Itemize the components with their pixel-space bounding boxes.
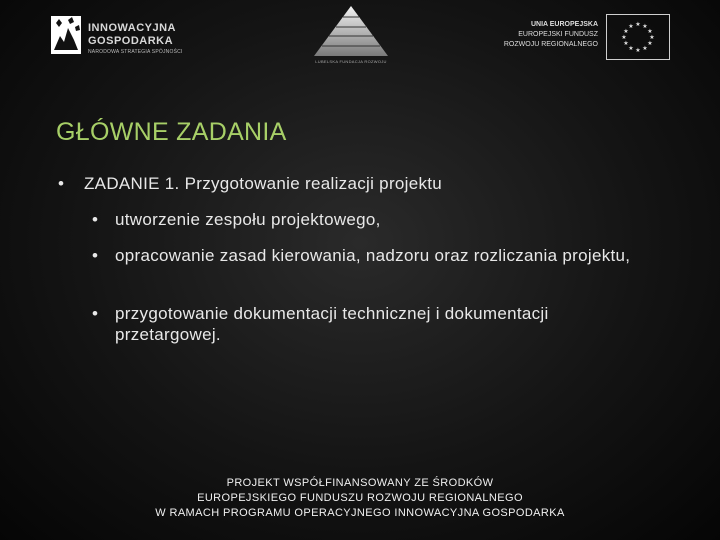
innowacyjna-gospodarka-logo <box>50 14 200 62</box>
sub-bullet-text: utworzenie zespołu projektowego, <box>115 210 381 229</box>
svg-text:★: ★ <box>642 23 648 30</box>
svg-text:★: ★ <box>647 28 653 35</box>
bullet-dot-icon: • <box>92 210 99 229</box>
sub-bullet-text: opracowanie zasad kierowania, nadzoru oraz rozliczania projektu, <box>115 246 631 265</box>
footer-note <box>110 476 610 521</box>
pyramid-logo <box>310 4 392 66</box>
sub-bullet <box>92 303 652 345</box>
logo-line-2: GOSPODARKA <box>88 35 174 47</box>
footer-line-3: W RAMACH PROGRAMU OPERACYJNEGO INNOWACYJNA GOSPODARKA <box>155 507 565 519</box>
svg-text:★: ★ <box>628 23 634 30</box>
logo-line-1: INNOWACYJNA <box>88 22 177 34</box>
sub-bullet <box>92 245 652 266</box>
sub-bullet <box>92 209 652 230</box>
svg-text:★: ★ <box>642 45 648 52</box>
svg-text:★: ★ <box>635 47 641 54</box>
logo-line-3: NARODOWA STRATEGIA SPÓJNOŚCI <box>88 49 183 55</box>
slide-title: GŁÓWNE ZADANIA <box>56 118 287 146</box>
sub-bullet-text: przygotowanie dokumentacji technicznej i dokumentacji przetargowej. <box>115 304 549 344</box>
bullet-dot-icon: • <box>92 246 99 265</box>
footer-line-1: PROJEKT WSPÓŁFINANSOWANY ZE ŚRODKÓW <box>226 477 494 489</box>
bullet-dot-icon: • <box>58 174 65 193</box>
main-bullet-text: ZADANIE 1. Przygotowanie realizacji projektu <box>84 174 443 193</box>
svg-text:★: ★ <box>623 40 629 47</box>
svg-text:★: ★ <box>621 34 627 41</box>
footer-line-2: EUROPEJSKIEGO FUNDUSZU ROZWOJU REGIONALNEGO <box>197 492 523 504</box>
svg-text:★: ★ <box>647 40 653 47</box>
eu-text-block <box>468 20 598 50</box>
eu-stars-icon <box>607 15 669 59</box>
eu-line-1: UNIA EUROPEJSKA <box>530 21 598 28</box>
eu-line-3: ROZWOJU REGIONALNEGO <box>503 41 598 48</box>
svg-text:★: ★ <box>628 45 634 52</box>
pyramid-icon <box>310 4 392 59</box>
pyramid-caption: LUBELSKA FUNDACJA ROZWOJU <box>315 59 387 64</box>
svg-text:★: ★ <box>623 28 629 35</box>
ig-emblem-icon <box>50 14 84 56</box>
svg-text:★: ★ <box>649 34 655 41</box>
eu-flag-logo <box>606 14 670 60</box>
svg-text:★: ★ <box>635 21 641 28</box>
bullet-dot-icon: • <box>92 304 99 323</box>
eu-line-2: EUROPEJSKI FUNDUSZ <box>518 31 598 38</box>
